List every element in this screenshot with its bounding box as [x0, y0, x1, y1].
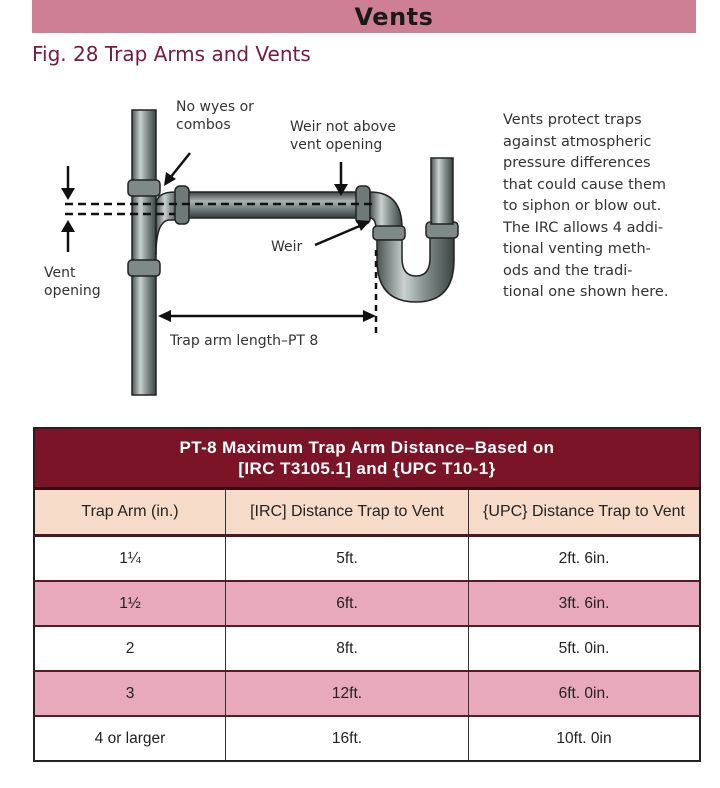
vent-explanation-note: Vents protect traps against atmospheric pressure differences that could cause them to siphon or blow out. The IRC allows 4 addi- tional venting meth- ods and the tradi- tional one shown here.	[503, 112, 669, 300]
label-weir-not-above: Weir not above vent opening	[290, 119, 397, 153]
section-banner	[32, 0, 696, 33]
plumbing-illustration	[30, 80, 480, 400]
column-header-trap-arm: Trap Arm (in.)	[34, 489, 226, 536]
table-row: 2 8ft. 5ft. 0in.	[34, 626, 700, 671]
table-row: 4 or larger 16ft. 10ft. 0in	[34, 716, 700, 761]
table-row: 3 12ft. 6ft. 0in.	[34, 671, 700, 716]
column-header-irc: [IRC] Distance Trap to Vent	[226, 489, 469, 536]
label-no-wyes: No wyes or combos	[176, 99, 254, 133]
table-title-row	[34, 428, 700, 489]
table-row: 1½ 6ft. 3ft. 6in.	[34, 581, 700, 626]
column-header-upc: {UPC} Distance Trap to Vent	[469, 489, 701, 536]
label-vent-opening: Vent opening	[44, 265, 101, 299]
section-title: Vents	[354, 2, 434, 31]
table-title: PT-8 Maximum Trap Arm Distance–Based on [IRC T3105.1] and {UPC T10-1}	[34, 428, 700, 489]
trap-arm-diagram	[30, 80, 480, 400]
column-header-row	[34, 489, 700, 536]
table-row: 1¼ 5ft. 2ft. 6in.	[34, 536, 700, 582]
trap-arm-distance-table	[33, 427, 701, 762]
label-weir: Weir	[271, 239, 303, 255]
figure-title: Fig. 28 Trap Arms and Vents	[32, 42, 311, 66]
label-trap-arm-length: Trap arm length–PT 8	[170, 333, 319, 349]
